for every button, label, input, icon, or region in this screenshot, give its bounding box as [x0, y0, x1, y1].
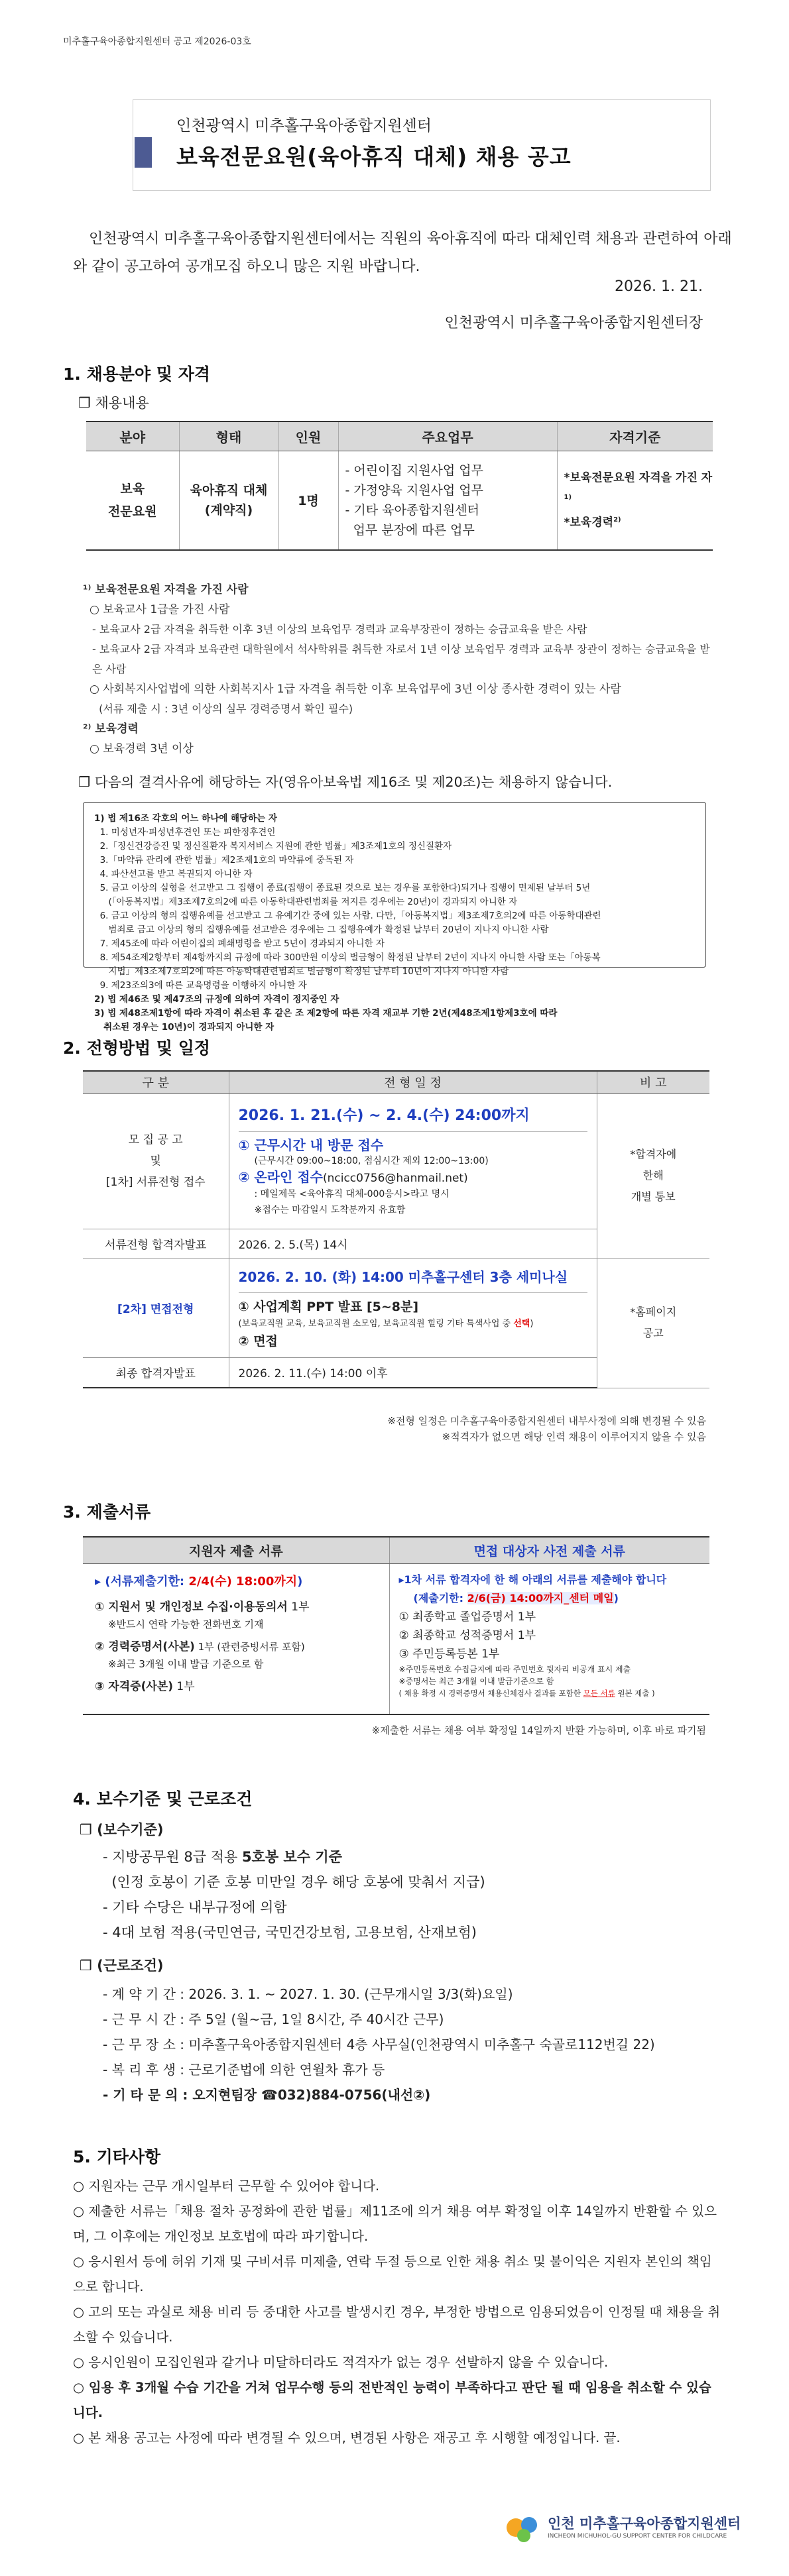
th-applicant-docs: 지원자 제출 서류	[83, 1537, 389, 1563]
row2-date: 2026. 2. 5.(목) 14시	[229, 1229, 597, 1258]
note-5: ○ 사회복지사업법에 의한 사회복지사 1급 자격을 취득한 이후 보육업무에 3년 이상 종사한 경력이 있는 사람	[90, 683, 621, 696]
intro-text: 인천광역시 미추홀구육아종합지원센터에서는 직원의 육아휴직에 따라 대체인력 채용과 관련하여 아래와 같이 공고하여 공개모집 하오니 많은 지원 바랍니다.	[73, 231, 732, 275]
duty-1: - 어린이집 지원사업 업무	[345, 463, 484, 478]
pay-3: - 기타 수당은 내부규정에 의함	[103, 1899, 287, 1915]
doc-resident: ③ 주민등록등본 1부	[398, 1647, 500, 1661]
note-6: (서류 제출 시 : 3년 이상의 실무 경력증명서 확인 필수)	[92, 702, 353, 715]
etc-2: ○ 제출한 서류는「채용 절차 공정화에 관한 법률」제11조에 의거 채용 여부 확정일 이후 14일까지 반환할 수 있으며, 그 이후에는 개인정보 보호법에 따라 파기합니다.	[73, 2204, 717, 2244]
row1-schedule	[229, 1093, 597, 1229]
logo-name: 인천 미추홀구육아종합지원센터	[548, 2516, 741, 2532]
interview-docs-deadline: (제출기한: 2/6(금) 14:00까지_센터 메일)	[413, 1591, 619, 1604]
disq-6: 5. 금고 이상의 실형을 선고받고 그 집행이 종료(집행이 종료된 것으로 보는 경우를 포함한다)되거나 집행이 면제된 날부터 5년	[94, 883, 591, 893]
th-remark: 비 고	[597, 1071, 709, 1093]
etc-3: ○ 응시원서 등에 허위 기재 및 구비서류 미제출, 연락 두절 등으로 인한 채용 취소 및 불이익은 지원자 본인의 책임으로 합니다.	[73, 2254, 712, 2294]
disq-13: 9. 제23조의3에 따른 교육명령을 이행하지 아니한 자	[94, 980, 307, 991]
interview-note-1: ※주민등록번호 수집금지에 따라 주민번호 뒷자리 비공개 표시 제출	[398, 1664, 631, 1674]
pay-4: - 4대 보험 적용(국민연금, 국민건강보험, 고용보험, 산재보험)	[103, 1925, 477, 1940]
row2-label: 서류전형 합격자발표	[83, 1229, 229, 1258]
doc-license: ③ 자격증(사본) 1부	[95, 1679, 195, 1693]
work-3: - 근 무 장 소 : 미추홀구육아종합지원센터 4층 사무실(인천광역시 미추홀구 숙골로112번길 22)	[103, 2037, 655, 2052]
th-category: 구 분	[83, 1071, 229, 1093]
cell-count: 1명	[278, 451, 338, 550]
etc-1: ○ 지원자는 근무 개시일부터 근무할 수 있어야 합니다.	[73, 2178, 380, 2194]
remark-homepage: *홈페이지 공고	[597, 1258, 709, 1388]
disq-5: 4. 파산선고를 받고 복권되지 아니한 자	[94, 869, 253, 879]
pay-list	[103, 1844, 485, 1945]
row3-label: [2차] 면접전형	[83, 1258, 229, 1357]
interview-docs-head: ▸1차 서류 합격자에 한 해 아래의 서류를 제출해야 합니다	[398, 1573, 667, 1586]
section5-title: 5. 기타사항	[73, 2147, 161, 2166]
doc-career: ② 경력증명서(사본) 1부 (관련증빙서류 포함)	[95, 1640, 305, 1653]
cell-field: 보육 전문요원	[86, 451, 179, 550]
applicant-deadline: ▸ (서류제출기한: 2/4(수) 18:00까지)	[95, 1574, 303, 1589]
row1-label: 모 집 공 고 및 [1차] 서류전형 접수	[83, 1093, 229, 1229]
applicant-docs	[83, 1563, 389, 1714]
th-qual: 자격기준	[557, 421, 713, 451]
title-box	[133, 99, 711, 191]
schedule-table	[83, 1070, 709, 1388]
disq-1: 1) 법 제16조 각호의 어느 하나에 해당하는 자	[94, 813, 277, 824]
disqualification-title: ❒ 다음의 결격사유에 해당하는 자(영유아보육법 제16조 및 제20조)는 채용하지 않습니다.	[78, 774, 613, 790]
doc-graduation: ① 최종학교 졸업증명서 1부	[398, 1610, 536, 1624]
row3-ppt: ① 사업계획 PPT 발표 [5~8분]	[238, 1299, 419, 1314]
disq-15: 3) 법 제48조제1항에 따라 자격이 취소된 후 같은 조 제2항에 따른 자격 재교부 기한 2년(제48조제1항제3호에 따라	[94, 1008, 558, 1019]
qual-notes	[83, 580, 719, 759]
qual-1: *보육전문요원 자격을 가진 자$^{1)}$	[564, 471, 713, 502]
cell-duties	[338, 451, 557, 550]
doc-application: ① 지원서 및 개인정보 수집·이용동의서 1부	[95, 1600, 310, 1614]
note-4: - 보육교사 2급 자격과 보육관련 대학원에서 석사학위를 취득한 자로서 1년 이상 보육업무 경력과 교육부 장관이 정하는 승급교육을 받은 사람	[92, 643, 710, 675]
row3-schedule	[229, 1258, 597, 1357]
schedule-note-1: ※전형 일정은 미추홀구육아종합지원센터 내부사정에 의해 변경될 수 있음	[387, 1415, 706, 1427]
title-org: 인천광역시 미추홀구육아종합지원센터	[176, 117, 432, 135]
notice-number: 미추홀구육아종합지원센터 공고 제2026-03호	[63, 36, 251, 47]
th-field: 분야	[86, 421, 179, 451]
disq-3: 2.「정신건강증진 및 정신질환자 복지서비스 지원에 관한 법률」제3조제1호의 정신질환자	[94, 841, 452, 852]
row4-date: 2026. 2. 11.(수) 14:00 이후	[229, 1357, 597, 1388]
note-3: - 보육교사 2급 자격을 취득한 이후 3년 이상의 보육업무 경력과 교육부장관이 정하는 승급교육을 받은 사람	[92, 623, 587, 636]
documents-table	[83, 1536, 709, 1715]
disq-8: 6. 금고 이상의 형의 집행유예를 선고받고 그 유예기간 중에 있는 사람. 다만,「아동복지법」제3조제7호의2에 따른 아동학대관련	[94, 911, 601, 921]
cell-qual	[557, 451, 713, 550]
disq-16: 취소된 경우는 10년)이 경과되지 아니한 자	[94, 1022, 274, 1033]
row3-ppt-topics: (보육교직원 교육, 보육교직원 소모임, 보육교직원 힐링 기타 특색사업 중 선택)	[238, 1318, 534, 1329]
doc-transcript: ② 최종학교 성적증명서 1부	[398, 1628, 536, 1642]
page-title: 보육전문요원(육아휴직 대체) 채용 공고	[176, 144, 572, 170]
interview-note-3: ( 채용 확정 시 경력증명서 채용신체검사 결과를 포함한 모든 서류 원본 제출 )	[398, 1688, 655, 1698]
note-8: ○ 보육경력 3년 이상	[90, 742, 194, 756]
section2-title: 2. 전형방법 및 일정	[63, 1038, 211, 1058]
recruit-table	[86, 421, 713, 551]
disq-9: 범죄로 금고 이상의 형의 집행유예를 선고받은 경우에는 그 집행유예가 확정된 날부터 20년이 지나지 아니한 사람	[94, 924, 549, 935]
note-7: ²⁾ 보육경력	[83, 722, 139, 736]
duty-2: - 가정양육 지원사업 업무	[345, 482, 484, 498]
work-2: - 근 무 시 간 : 주 5일 (월~금, 1일 8시간, 주 40시간 근무)	[103, 2011, 444, 2027]
row1-mail-subject: : 메일제목 <육아휴직 대체-000응시>라고 명시	[254, 1188, 450, 1200]
work-5: - 기 타 문 의 : 오지현팀장 ☎032)884-0756(내선②)	[103, 2087, 431, 2103]
disq-2: 1. 미성년자·피성년후견인 또는 피한정후견인	[94, 827, 276, 838]
th-schedule: 전 형 일 정	[229, 1071, 597, 1093]
disq-12: 지법」제3조제7호의2에 따른 아동학대관련범죄로 벌금형이 확정된 날부터 10년이 지나지 아니한 사람	[94, 966, 509, 977]
notice-org: 인천광역시 미추홀구육아종합지원센터장	[444, 315, 703, 331]
work-4: - 복 리 후 생 : 근로기준법에 의한 연월차 휴가 등	[103, 2062, 385, 2078]
section4-title: 4. 보수기준 및 근로조건	[73, 1789, 253, 1809]
etc-4: ○ 고의 또는 과실로 채용 비리 등 중대한 사고를 발생시킨 경우, 부정한 방법으로 임용되었음이 인정될 때 채용을 취소할 수 있습니다.	[73, 2304, 721, 2345]
disq-10: 7. 제45조에 따라 어린이집의 폐쇄명령을 받고 5년이 경과되지 아니한 자	[94, 938, 385, 949]
disq-4: 3.「마약류 관리에 관한 법률」제2조제1호의 마약류에 중독된 자	[94, 855, 354, 866]
title-accent-bar	[135, 137, 152, 168]
etc-5: ○ 응시인원이 모집인원과 같거나 미달하더라도 적격자가 없는 경우 선발하지 않을 수 있습니다.	[73, 2355, 609, 2370]
documents-note: ※제출한 서류는 채용 여부 확정일 14일까지 반환 가능하며, 이후 바로 파기됨	[371, 1724, 706, 1736]
th-interview-docs: 면접 대상자 사전 제출 서류	[389, 1537, 709, 1563]
row1-deadline-note: ※접수는 마감일시 도착분까지 유효함	[254, 1204, 406, 1215]
interview-docs	[389, 1563, 709, 1714]
row1-visit: ① 근무시간 내 방문 접수	[238, 1137, 384, 1153]
row3-interview: ② 면접	[238, 1333, 278, 1349]
section3-title: 3. 제출서류	[63, 1502, 151, 1522]
th-duty: 주요업무	[338, 421, 557, 451]
section1-sub: ❒ 채용내용	[78, 395, 149, 411]
th-type: 형태	[179, 421, 278, 451]
disq-14: 2) 법 제46조 및 제47조의 규정에 의하여 자격이 정지중인 자	[94, 994, 339, 1005]
etc-6: ○ 임용 후 3개월 수습 기간을 거쳐 업무수행 등의 전반적인 능력이 부족하다고 판단 될 때 임용을 취소할 수 있습니다.	[73, 2380, 711, 2420]
remark-individual: *합격자에 한해 개별 통보	[597, 1093, 709, 1258]
row1-date: 2026. 1. 21.(수) ~ 2. 4.(수) 24:00까지	[239, 1105, 587, 1132]
row3-date: 2026. 2. 10. (화) 14:00 미추홀구센터 3층 세미나실	[239, 1266, 587, 1293]
duty-3: - 기타 육아종합지원센터	[345, 502, 479, 518]
note-2: ○ 보육교사 1급을 가진 사람	[90, 603, 230, 616]
logo-mark-icon	[504, 2512, 544, 2545]
duty-4: 업무 분장에 따른 업무	[345, 522, 475, 537]
etc-list	[73, 2174, 723, 2451]
row4-label: 최종 합격자발표	[83, 1357, 229, 1388]
work-list	[103, 1982, 655, 2107]
doc-application-note: ※반드시 연락 가능한 전화번호 기재	[108, 1618, 264, 1630]
logo-eng: INCHEON MICHUHOL-GU SUPPORT CENTER FOR CHILDCARE	[548, 2533, 727, 2540]
disq-7: (「아동복지법」제3조제7호의2에 따른 아동학대관련범죄를 저지른 경우에는 20년)이 경과되지 아니한 자	[94, 897, 518, 907]
work-title: ❒ (근로조건)	[80, 1958, 164, 1974]
schedule-note-2: ※적격자가 없으면 해당 인력 채용이 이루어지지 않을 수 있음	[442, 1431, 706, 1443]
pay-1: - 지방공무원 8급 적용 5호봉 보수 기준	[103, 1849, 342, 1865]
cell-type: 육아휴직 대체 (계약직)	[179, 451, 278, 550]
th-count: 인원	[278, 421, 338, 451]
pay-2: (인정 호봉이 기준 호봉 미만일 경우 해당 호봉에 맞춰서 지급)	[103, 1874, 485, 1890]
schedule-notes	[387, 1413, 706, 1445]
row1-visit-hours: (근무시간 09:00~18:00, 점심시간 제외 12:00~13:00)	[254, 1155, 489, 1166]
qual-2: *보육경력$^{2)}$	[564, 516, 621, 530]
work-1: - 계 약 기 간 : 2026. 3. 1. ~ 2027. 1. 30. (근무개시일 3/3(화)요일)	[103, 1986, 513, 2002]
etc-7: ○ 본 채용 공고는 사정에 따라 변경될 수 있으며, 변경된 사항은 재공고 후 시행할 예정입니다. 끝.	[73, 2430, 621, 2445]
note-1: ¹⁾ 보육전문요원 자격을 가진 사람	[83, 583, 249, 596]
disqualification-box	[83, 802, 706, 1033]
section1-title: 1. 채용분야 및 자격	[63, 364, 211, 384]
doc-career-note: ※최근 3개월 이내 발급 기준으로 함	[108, 1657, 264, 1670]
row1-online: ② 온라인 접수(ncicc0756@hanmail.net)	[238, 1168, 468, 1185]
notice-date: 2026. 1. 21.	[615, 278, 703, 295]
disq-11: 8. 제54조제2항부터 제4항까지의 규정에 따라 300만원 이상의 벌금형이 확정된 날부터 2년이 지나지 아니한 사람 또는「아동복	[94, 952, 601, 963]
pay-title: ❒ (보수기준)	[80, 1822, 164, 1838]
interview-note-2: ※증명서는 최근 3개월 이내 발급기준으로 함	[398, 1676, 554, 1686]
